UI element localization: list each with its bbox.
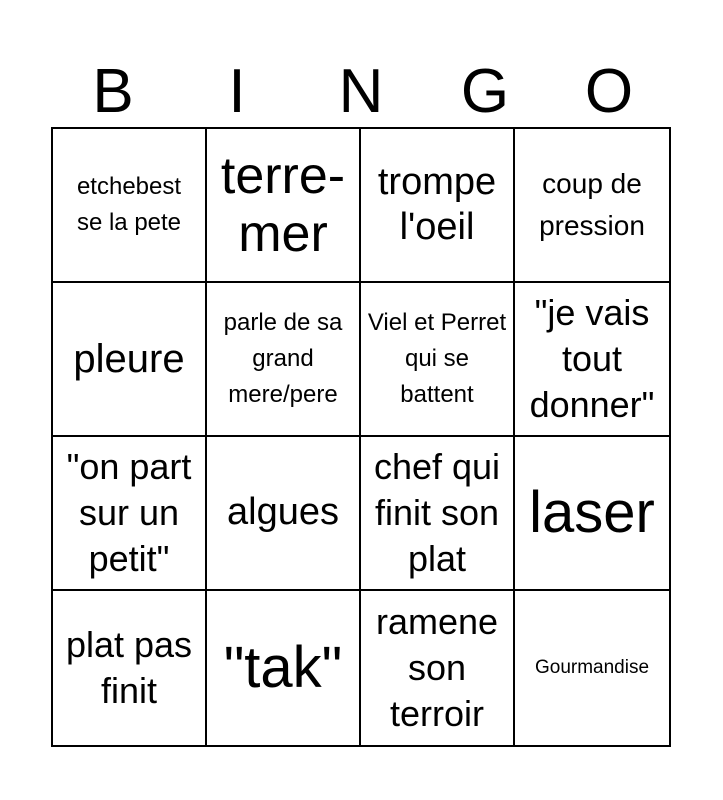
bingo-cell[interactable] [515,591,669,745]
cell-text: ramene son terroir [375,600,499,735]
cell-text: algues [227,491,339,534]
bingo-cell[interactable] [361,591,515,745]
cell-text: trompe l'oeil [377,161,497,248]
cell-text: terre-mer [220,146,346,263]
cell-text: Gourmandise [534,656,650,678]
cell-text: chef qui finit son plat [373,445,501,580]
cell-text: plat pas finit [65,623,193,711]
bingo-cell[interactable] [361,129,515,283]
bingo-cell[interactable] [515,283,669,437]
bingo-cell[interactable] [207,129,361,283]
bingo-cell[interactable] [515,437,669,591]
bingo-cell[interactable] [207,437,361,591]
header-letter-b: B [92,57,134,126]
cell-text: "on part sur un petit" [66,445,192,580]
header-letter-i: I [228,57,246,126]
bingo-cell[interactable] [361,437,515,591]
bingo-cell[interactable] [53,437,207,591]
bingo-cell[interactable] [53,283,207,437]
header-letter-n: N [338,57,384,126]
bingo-header [51,58,671,126]
bingo-cell[interactable] [361,283,515,437]
bingo-cell[interactable] [53,591,207,745]
bingo-cell[interactable] [515,129,669,283]
cell-text: Viel et Perret qui se battent [367,309,507,408]
cell-text: parle de sa grand mere/pere [223,309,343,408]
header-letter-o: O [584,57,634,126]
bingo-cell[interactable] [53,129,207,283]
bingo-cell[interactable] [207,283,361,437]
bingo-cell[interactable] [207,591,361,745]
header-letter-g: G [460,57,510,126]
cell-text: pleure [73,337,185,381]
cell-text: coup de pression [539,168,645,241]
cell-text: etchebest se la pete [76,173,182,236]
bingo-grid [51,127,671,747]
cell-text: "je vais tout donner" [529,291,655,426]
cell-text: "tak" [223,635,343,701]
cell-text: laser [529,480,655,546]
